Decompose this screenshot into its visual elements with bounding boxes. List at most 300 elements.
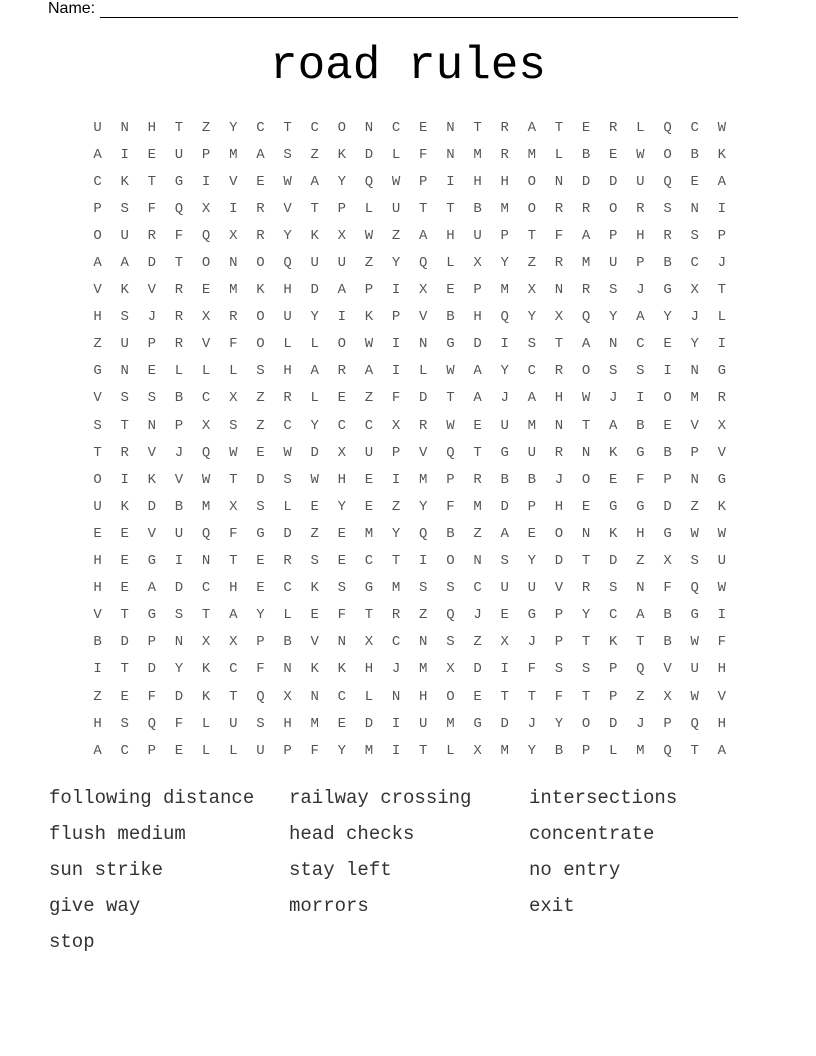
- grid-letter: Y: [174, 661, 184, 678]
- grid-letter: I: [391, 282, 401, 299]
- grid-letter: C: [201, 580, 211, 597]
- grid-letter: F: [446, 498, 455, 515]
- grid-letter: Q: [581, 309, 591, 326]
- grid-letter: U: [500, 417, 509, 434]
- grid-letter: Z: [364, 255, 374, 272]
- grid-letter: P: [554, 634, 564, 651]
- grid-letter: O: [201, 255, 211, 272]
- word-list-item: sun strike: [49, 859, 164, 881]
- grid-letter: V: [717, 444, 726, 461]
- grid-letter: I: [174, 553, 184, 570]
- grid-letter: R: [391, 607, 401, 624]
- grid-letter: Z: [391, 227, 401, 244]
- grid-letter: V: [174, 471, 184, 488]
- grid-letter: E: [473, 688, 482, 705]
- grid-letter: N: [554, 282, 564, 299]
- grid-letter: Z: [310, 146, 319, 163]
- grid-letter: I: [337, 309, 347, 326]
- grid-letter: H: [473, 309, 482, 326]
- grid-letter: A: [717, 173, 726, 190]
- grid-letter: L: [283, 498, 292, 515]
- grid-letter: E: [364, 498, 374, 515]
- grid-letter: T: [174, 255, 184, 272]
- grid-letter: P: [527, 498, 537, 515]
- word-list-item: following distance: [49, 787, 255, 809]
- grid-letter: P: [147, 742, 157, 759]
- grid-letter: Z: [473, 525, 482, 542]
- grid-letter: D: [174, 688, 184, 705]
- name-field: [48, 0, 738, 18]
- grid-letter: C: [256, 119, 265, 136]
- grid-letter: K: [609, 525, 618, 542]
- grid-letter: U: [473, 227, 482, 244]
- grid-letter: F: [527, 661, 537, 678]
- grid-letter: R: [500, 119, 509, 136]
- grid-letter: A: [527, 119, 537, 136]
- grid-letter: C: [609, 607, 618, 624]
- grid-letter: I: [229, 200, 238, 217]
- grid-letter: Q: [419, 525, 428, 542]
- grid-letter: X: [337, 227, 347, 244]
- grid-letter: L: [446, 255, 455, 272]
- grid-letter: Y: [391, 525, 401, 542]
- grid-letter: X: [663, 553, 672, 570]
- grid-letter: A: [364, 363, 374, 380]
- grid-letter: C: [93, 173, 102, 190]
- grid-letter: M: [500, 200, 509, 217]
- grid-letter: W: [364, 336, 374, 353]
- grid-letter: P: [609, 688, 618, 705]
- grid-letter: E: [419, 119, 428, 136]
- grid-letter: A: [147, 580, 157, 597]
- grid-letter: U: [717, 553, 726, 570]
- grid-letter: Q: [201, 227, 211, 244]
- grid-letter: E: [120, 525, 129, 542]
- grid-letter: Y: [310, 309, 319, 326]
- grid-letter: K: [310, 580, 319, 597]
- grid-letter: S: [609, 363, 618, 380]
- grid-letter: Z: [636, 688, 645, 705]
- grid-letter: O: [446, 688, 455, 705]
- grid-letter: E: [174, 742, 184, 759]
- grid-letter: Q: [174, 200, 184, 217]
- grid-letter: T: [391, 553, 401, 570]
- grid-letter: Y: [581, 607, 591, 624]
- grid-letter: W: [201, 471, 211, 488]
- grid-letter: H: [717, 661, 726, 678]
- grid-letter: R: [717, 390, 726, 407]
- grid-letter: F: [419, 146, 428, 163]
- grid-letter: D: [473, 661, 482, 678]
- grid-letter: T: [446, 390, 455, 407]
- grid-letter: L: [310, 336, 319, 353]
- grid-letter: F: [147, 688, 157, 705]
- grid-letter: E: [446, 282, 455, 299]
- grid-letter: T: [120, 607, 129, 624]
- grid-letter: B: [500, 471, 509, 488]
- grid-letter: B: [663, 634, 672, 651]
- grid-letter: G: [147, 553, 157, 570]
- grid-letter: H: [283, 282, 292, 299]
- grid-letter: Y: [419, 498, 428, 515]
- grid-letter: A: [419, 227, 428, 244]
- grid-letter: B: [473, 200, 482, 217]
- word-list-item: railway crossing: [289, 787, 472, 809]
- grid-letter: H: [93, 309, 102, 326]
- grid-letter: S: [120, 200, 129, 217]
- grid-letter: H: [147, 119, 157, 136]
- grid-letter: X: [201, 634, 211, 651]
- grid-letter: M: [229, 282, 238, 299]
- grid-letter: T: [473, 119, 482, 136]
- grid-letter: R: [554, 200, 564, 217]
- grid-letter: D: [147, 498, 157, 515]
- grid-letter: X: [283, 688, 292, 705]
- grid-letter: G: [636, 498, 645, 515]
- grid-letter: S: [256, 363, 265, 380]
- grid-letter: G: [690, 607, 699, 624]
- grid-letter: R: [473, 471, 482, 488]
- grid-letter: Z: [419, 607, 428, 624]
- grid-letter: P: [419, 173, 428, 190]
- grid-letter: B: [690, 146, 699, 163]
- grid-letter: I: [446, 173, 455, 190]
- grid-letter: C: [337, 688, 347, 705]
- grid-letter: E: [609, 146, 618, 163]
- grid-letter: H: [446, 227, 455, 244]
- grid-letter: U: [500, 580, 509, 597]
- grid-letter: E: [256, 173, 265, 190]
- grid-letter: D: [147, 255, 157, 272]
- word-list-item: stay left: [289, 859, 392, 881]
- grid-letter: M: [364, 742, 374, 759]
- grid-letter: A: [310, 173, 319, 190]
- grid-letter: K: [120, 173, 129, 190]
- grid-letter: P: [93, 200, 102, 217]
- grid-letter: T: [581, 417, 591, 434]
- grid-letter: I: [717, 607, 726, 624]
- grid-letter: D: [554, 553, 564, 570]
- grid-letter: P: [446, 471, 455, 488]
- grid-letter: P: [174, 417, 184, 434]
- grid-letter: T: [473, 444, 482, 461]
- grid-letter: A: [717, 742, 726, 759]
- grid-letter: P: [337, 200, 347, 217]
- grid-letter: R: [229, 309, 238, 326]
- grid-letter: X: [364, 634, 374, 651]
- grid-letter: I: [201, 173, 211, 190]
- grid-letter: V: [283, 200, 292, 217]
- grid-letter: S: [229, 417, 238, 434]
- grid-letter: R: [554, 363, 564, 380]
- grid-letter: U: [174, 146, 184, 163]
- grid-letter: E: [527, 525, 537, 542]
- grid-letter: H: [93, 580, 102, 597]
- grid-letter: N: [446, 119, 455, 136]
- grid-letter: Z: [310, 525, 319, 542]
- grid-letter: F: [636, 471, 645, 488]
- grid-letter: K: [120, 498, 129, 515]
- grid-letter: S: [419, 580, 428, 597]
- grid-letter: L: [419, 363, 428, 380]
- grid-letter: S: [310, 553, 319, 570]
- grid-letter: Q: [446, 444, 455, 461]
- grid-letter: R: [554, 255, 564, 272]
- grid-letter: N: [690, 363, 699, 380]
- grid-letter: A: [473, 390, 482, 407]
- grid-letter: U: [527, 580, 537, 597]
- grid-letter: V: [663, 661, 672, 678]
- grid-letter: T: [500, 688, 509, 705]
- grid-letter: D: [419, 390, 428, 407]
- grid-letter: M: [527, 146, 537, 163]
- grid-letter: C: [690, 119, 699, 136]
- grid-letter: J: [527, 715, 537, 732]
- grid-letter: B: [663, 607, 672, 624]
- grid-letter: G: [446, 336, 455, 353]
- grid-letter: R: [283, 553, 292, 570]
- grid-letter: Y: [609, 309, 618, 326]
- grid-letter: M: [201, 498, 211, 515]
- grid-letter: Y: [663, 309, 672, 326]
- grid-letter: B: [636, 417, 645, 434]
- grid-letter: W: [636, 146, 645, 163]
- grid-letter: E: [663, 336, 672, 353]
- grid-letter: D: [120, 634, 129, 651]
- grid-letter: W: [229, 444, 238, 461]
- grid-letter: B: [93, 634, 102, 651]
- grid-letter: V: [419, 309, 428, 326]
- grid-letter: T: [554, 119, 564, 136]
- grid-letter: H: [636, 525, 645, 542]
- grid-letter: E: [337, 525, 347, 542]
- grid-letter: B: [446, 309, 455, 326]
- grid-letter: E: [201, 282, 211, 299]
- grid-letter: C: [527, 363, 537, 380]
- word-list-item: give way: [49, 895, 141, 917]
- grid-letter: P: [609, 661, 618, 678]
- grid-letter: I: [120, 471, 129, 488]
- grid-letter: F: [310, 742, 319, 759]
- grid-letter: G: [636, 444, 645, 461]
- grid-letter: V: [690, 417, 699, 434]
- grid-letter: S: [446, 634, 455, 651]
- grid-letter: G: [527, 607, 537, 624]
- grid-letter: O: [663, 146, 672, 163]
- grid-letter: G: [609, 498, 618, 515]
- grid-letter: P: [364, 282, 374, 299]
- grid-letter: M: [500, 742, 509, 759]
- grid-letter: H: [473, 173, 482, 190]
- grid-letter: Y: [337, 742, 347, 759]
- grid-letter: C: [229, 661, 238, 678]
- grid-letter: R: [174, 336, 184, 353]
- grid-letter: V: [93, 390, 102, 407]
- grid-letter: P: [581, 742, 591, 759]
- grid-letter: F: [229, 336, 238, 353]
- grid-letter: B: [283, 634, 292, 651]
- grid-letter: J: [473, 607, 482, 624]
- grid-letter: S: [446, 580, 455, 597]
- grid-letter: X: [446, 661, 455, 678]
- grid-letter: Q: [201, 525, 211, 542]
- grid-letter: X: [229, 498, 238, 515]
- grid-letter: T: [229, 688, 238, 705]
- grid-letter: N: [554, 173, 564, 190]
- grid-letter: N: [446, 146, 455, 163]
- grid-letter: F: [663, 580, 672, 597]
- grid-letter: M: [310, 715, 319, 732]
- grid-letter: E: [337, 390, 347, 407]
- grid-letter: S: [527, 336, 537, 353]
- grid-letter: L: [364, 200, 374, 217]
- grid-letter: H: [229, 580, 238, 597]
- grid-letter: Q: [283, 255, 292, 272]
- grid-letter: F: [337, 607, 347, 624]
- grid-letter: S: [256, 498, 265, 515]
- grid-letter: Y: [527, 309, 537, 326]
- grid-letter: V: [147, 282, 157, 299]
- grid-letter: J: [690, 309, 699, 326]
- grid-letter: K: [364, 309, 374, 326]
- grid-letter: L: [636, 119, 645, 136]
- grid-letter: A: [527, 390, 537, 407]
- grid-letter: Y: [500, 255, 509, 272]
- grid-letter: U: [337, 255, 347, 272]
- grid-letter: B: [174, 498, 184, 515]
- grid-letter: Z: [256, 417, 265, 434]
- grid-letter: A: [310, 363, 319, 380]
- grid-letter: P: [663, 715, 672, 732]
- grid-letter: R: [256, 227, 265, 244]
- grid-letter: E: [500, 607, 509, 624]
- word-list-item: head checks: [289, 823, 415, 845]
- grid-letter: K: [147, 471, 157, 488]
- grid-letter: P: [391, 309, 401, 326]
- grid-letter: T: [636, 634, 645, 651]
- grid-letter: L: [283, 336, 292, 353]
- grid-letter: D: [147, 661, 157, 678]
- grid-letter: S: [120, 390, 129, 407]
- grid-letter: R: [120, 444, 129, 461]
- grid-letter: Z: [636, 553, 645, 570]
- grid-letter: Z: [256, 390, 265, 407]
- grid-letter: L: [201, 742, 211, 759]
- grid-letter: T: [581, 634, 591, 651]
- grid-letter: P: [636, 255, 645, 272]
- grid-letter: Q: [663, 119, 672, 136]
- grid-letter: L: [446, 742, 455, 759]
- grid-letter: O: [256, 309, 265, 326]
- grid-letter: F: [391, 390, 401, 407]
- grid-letter: C: [120, 742, 129, 759]
- grid-letter: V: [147, 525, 157, 542]
- grid-letter: C: [364, 417, 374, 434]
- grid-letter: Q: [690, 580, 699, 597]
- grid-letter: N: [337, 634, 347, 651]
- grid-letter: I: [391, 742, 401, 759]
- grid-letter: H: [364, 661, 374, 678]
- grid-letter: N: [201, 553, 211, 570]
- grid-letter: G: [93, 363, 102, 380]
- grid-letter: X: [229, 634, 238, 651]
- grid-letter: U: [310, 255, 319, 272]
- grid-letter: H: [93, 715, 102, 732]
- grid-letter: W: [717, 119, 726, 136]
- grid-letter: E: [120, 553, 129, 570]
- grid-letter: H: [554, 498, 564, 515]
- grid-letter: O: [337, 119, 347, 136]
- grid-letter: S: [283, 146, 292, 163]
- grid-letter: G: [717, 471, 726, 488]
- grid-letter: Y: [690, 336, 699, 353]
- grid-letter: M: [473, 146, 482, 163]
- grid-letter: H: [283, 363, 292, 380]
- name-underline[interactable]: [100, 2, 738, 18]
- grid-letter: D: [663, 498, 672, 515]
- grid-letter: Y: [256, 607, 265, 624]
- grid-letter: X: [554, 309, 564, 326]
- grid-letter: F: [174, 227, 184, 244]
- grid-letter: J: [717, 255, 726, 272]
- grid-letter: G: [663, 282, 672, 299]
- grid-letter: K: [337, 146, 347, 163]
- word-list-item: flush medium: [49, 823, 186, 845]
- grid-letter: J: [527, 634, 537, 651]
- grid-letter: O: [663, 390, 672, 407]
- grid-letter: M: [527, 417, 537, 434]
- grid-letter: S: [120, 715, 129, 732]
- grid-letter: E: [256, 444, 265, 461]
- grid-letter: Y: [337, 498, 347, 515]
- grid-letter: A: [256, 146, 265, 163]
- grid-letter: N: [283, 661, 292, 678]
- grid-letter: M: [690, 390, 699, 407]
- grid-letter: E: [93, 525, 102, 542]
- grid-letter: A: [609, 417, 618, 434]
- grid-letter: G: [364, 580, 374, 597]
- page-title: road rules: [269, 40, 547, 92]
- grid-letter: R: [283, 390, 292, 407]
- grid-letter: D: [256, 471, 265, 488]
- grid-letter: C: [391, 119, 401, 136]
- grid-letter: X: [201, 417, 211, 434]
- grid-letter: P: [283, 742, 292, 759]
- grid-letter: E: [310, 498, 319, 515]
- grid-letter: X: [717, 417, 726, 434]
- grid-letter: C: [310, 119, 319, 136]
- grid-letter: J: [636, 282, 645, 299]
- grid-letter: I: [419, 553, 428, 570]
- grid-letter: R: [147, 227, 157, 244]
- grid-letter: P: [473, 282, 482, 299]
- grid-letter: X: [391, 417, 401, 434]
- grid-letter: Z: [93, 336, 102, 353]
- grid-letter: D: [174, 580, 184, 597]
- grid-letter: M: [500, 282, 509, 299]
- grid-letter: E: [581, 119, 591, 136]
- grid-letter: A: [581, 227, 591, 244]
- grid-letter: B: [554, 742, 564, 759]
- grid-letter: W: [391, 173, 401, 190]
- grid-letter: K: [310, 661, 319, 678]
- grid-letter: Z: [201, 119, 211, 136]
- grid-letter: P: [663, 471, 672, 488]
- grid-letter: Q: [446, 607, 455, 624]
- grid-letter: D: [364, 146, 374, 163]
- grid-letter: T: [527, 227, 537, 244]
- grid-letter: I: [93, 661, 102, 678]
